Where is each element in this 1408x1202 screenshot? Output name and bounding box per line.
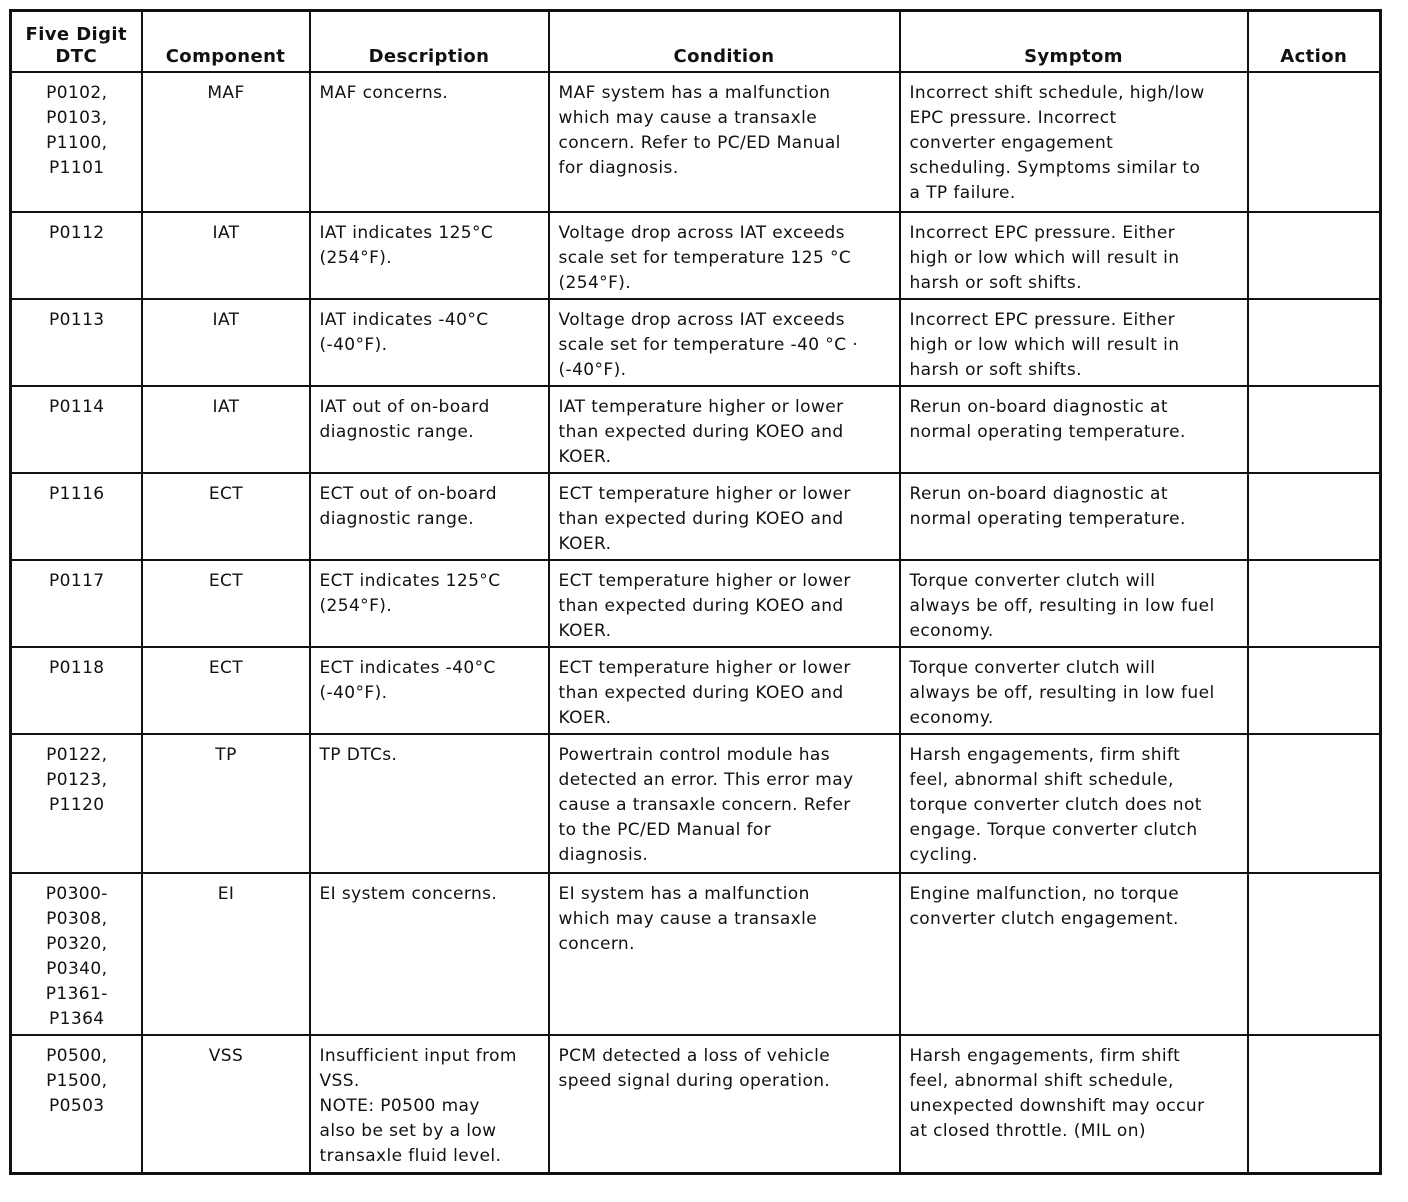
symptom-line: a TP failure. xyxy=(909,183,1016,203)
condition-line: which may cause a transaxle xyxy=(558,909,818,929)
condition-line: KOER. xyxy=(558,708,612,728)
dtc-line: P0123, xyxy=(46,770,108,790)
cell-dtc xyxy=(11,473,142,560)
condition-line: EI system has a malfunction xyxy=(558,884,810,904)
cell-symptom xyxy=(900,72,1248,212)
condition-line: detected an error. This error may xyxy=(558,770,854,790)
dtc-line: P0118 xyxy=(48,658,105,678)
description-line: TP DTCs. xyxy=(319,745,398,765)
dtc-line: P0114 xyxy=(48,397,105,417)
condition-line: Powertrain control module has xyxy=(558,745,830,765)
dtc-line: P0300- xyxy=(45,884,108,904)
condition-line: IAT temperature higher or lower xyxy=(558,397,844,417)
dtc-line: P0503 xyxy=(48,1096,105,1116)
cell-condition xyxy=(549,212,900,299)
condition-line: than expected during KOEO and xyxy=(558,683,844,703)
cell-component: IAT xyxy=(142,386,310,473)
condition-line: ECT temperature higher or lower xyxy=(558,484,851,504)
table-row xyxy=(11,873,1381,1035)
cell-action xyxy=(1248,560,1381,647)
symptom-line: at closed throttle. (MIL on) xyxy=(909,1121,1146,1141)
dtc-table-sheet xyxy=(9,9,1379,1175)
dtc-line: P1361- xyxy=(45,984,108,1004)
symptom-line: harsh or soft shifts. xyxy=(909,273,1082,293)
description-line: IAT indicates 125°C xyxy=(319,223,494,243)
description-line: ECT indicates 125°C xyxy=(319,571,501,591)
cell-description xyxy=(310,473,549,560)
cell-condition xyxy=(549,1035,900,1174)
cell-action xyxy=(1248,473,1381,560)
table-row xyxy=(11,734,1381,873)
dtc-line: P0117 xyxy=(48,571,105,591)
cell-condition xyxy=(549,473,900,560)
description-line: diagnostic range. xyxy=(319,422,475,442)
table-row xyxy=(11,647,1381,734)
condition-line: ECT temperature higher or lower xyxy=(558,571,851,591)
cell-dtc xyxy=(11,647,142,734)
dtc-table xyxy=(9,9,1382,1175)
condition-line: ECT temperature higher or lower xyxy=(558,658,851,678)
description-line: IAT out of on-board xyxy=(319,397,490,417)
description-line: also be set by a low xyxy=(319,1121,497,1141)
header-component: Component xyxy=(142,11,310,73)
symptom-line: torque converter clutch does not xyxy=(909,795,1202,815)
symptom-line: Incorrect EPC pressure. Either xyxy=(909,223,1176,243)
symptom-line: Incorrect shift schedule, high/low xyxy=(909,83,1205,103)
symptom-line: Torque converter clutch will xyxy=(909,571,1156,591)
dtc-line: P0102, xyxy=(46,83,108,103)
description-line: transaxle fluid level. xyxy=(319,1146,502,1166)
header-action: Action xyxy=(1248,11,1381,73)
header-condition: Condition xyxy=(549,11,900,73)
symptom-line: engage. Torque converter clutch xyxy=(909,820,1198,840)
dtc-line: P1120 xyxy=(48,795,105,815)
cell-component: TP xyxy=(142,734,310,873)
header-dtc xyxy=(11,11,142,73)
cell-component: ECT xyxy=(142,647,310,734)
cell-dtc xyxy=(11,212,142,299)
cell-condition xyxy=(549,647,900,734)
symptom-line: Engine malfunction, no torque xyxy=(909,884,1180,904)
symptom-line: Harsh engagements, firm shift xyxy=(909,745,1181,765)
condition-line: scale set for temperature -40 °C · xyxy=(558,335,859,355)
cell-symptom xyxy=(900,212,1248,299)
cell-component: EI xyxy=(142,873,310,1035)
cell-component: IAT xyxy=(142,299,310,386)
symptom-line: cycling. xyxy=(909,845,978,865)
cell-action xyxy=(1248,386,1381,473)
symptom-line: Torque converter clutch will xyxy=(909,658,1156,678)
condition-line: (-40°F). xyxy=(558,360,627,380)
condition-line: concern. Refer to PC/ED Manual xyxy=(558,133,841,153)
table-row xyxy=(11,1035,1381,1174)
header-description: Description xyxy=(310,11,549,73)
cell-condition xyxy=(549,386,900,473)
symptom-line: economy. xyxy=(909,621,994,641)
description-line: ECT out of on-board xyxy=(319,484,497,504)
cell-dtc xyxy=(11,560,142,647)
symptom-line: feel, abnormal shift schedule, xyxy=(909,1071,1174,1091)
cell-symptom xyxy=(900,386,1248,473)
cell-dtc xyxy=(11,299,142,386)
cell-description xyxy=(310,1035,549,1174)
symptom-line: unexpected downshift may occur xyxy=(909,1096,1205,1116)
cell-symptom xyxy=(900,473,1248,560)
condition-line: Voltage drop across IAT exceeds xyxy=(558,310,845,330)
description-line: diagnostic range. xyxy=(319,509,475,529)
cell-symptom xyxy=(900,873,1248,1035)
condition-line: than expected during KOEO and xyxy=(558,422,844,442)
table-row xyxy=(11,386,1381,473)
dtc-line: P0340, xyxy=(46,959,108,979)
header-dtc-line2: DTC xyxy=(55,46,98,67)
description-line: MAF concerns. xyxy=(319,83,449,103)
condition-line: than expected during KOEO and xyxy=(558,509,844,529)
cell-condition xyxy=(549,734,900,873)
cell-symptom xyxy=(900,1035,1248,1174)
cell-component: ECT xyxy=(142,473,310,560)
cell-action xyxy=(1248,734,1381,873)
condition-line: KOER. xyxy=(558,534,612,554)
symptom-line: converter clutch engagement. xyxy=(909,909,1179,929)
symptom-line: feel, abnormal shift schedule, xyxy=(909,770,1174,790)
cell-symptom xyxy=(900,299,1248,386)
cell-description xyxy=(310,386,549,473)
dtc-line: P0112 xyxy=(48,223,105,243)
symptom-line: high or low which will result in xyxy=(909,335,1180,355)
dtc-line: P0320, xyxy=(46,934,108,954)
table-row xyxy=(11,473,1381,560)
symptom-line: Incorrect EPC pressure. Either xyxy=(909,310,1176,330)
condition-line: PCM detected a loss of vehicle xyxy=(558,1046,831,1066)
cell-dtc xyxy=(11,1035,142,1174)
description-line: NOTE: P0500 may xyxy=(319,1096,480,1116)
cell-action xyxy=(1248,1035,1381,1174)
description-line: IAT indicates -40°C xyxy=(319,310,489,330)
header-row xyxy=(11,11,1381,73)
symptom-line: normal operating temperature. xyxy=(909,509,1186,529)
description-line: (-40°F). xyxy=(319,683,388,703)
description-line: ECT indicates -40°C xyxy=(319,658,496,678)
table-row xyxy=(11,560,1381,647)
cell-condition xyxy=(549,873,900,1035)
table-row xyxy=(11,72,1381,212)
dtc-line: P1100, xyxy=(46,133,108,153)
condition-line: which may cause a transaxle xyxy=(558,108,818,128)
cell-action xyxy=(1248,299,1381,386)
symptom-line: high or low which will result in xyxy=(909,248,1180,268)
cell-symptom xyxy=(900,734,1248,873)
cell-component: VSS xyxy=(142,1035,310,1174)
header-symptom: Symptom xyxy=(900,11,1248,73)
symptom-line: converter engagement xyxy=(909,133,1114,153)
symptom-line: Rerun on-board diagnostic at xyxy=(909,397,1168,417)
cell-dtc xyxy=(11,734,142,873)
condition-line: for diagnosis. xyxy=(558,158,679,178)
cell-dtc xyxy=(11,386,142,473)
description-line: EI system concerns. xyxy=(319,884,498,904)
condition-line: to the PC/ED Manual for xyxy=(558,820,772,840)
condition-line: diagnosis. xyxy=(558,845,649,865)
table-row xyxy=(11,299,1381,386)
symptom-line: Harsh engagements, firm shift xyxy=(909,1046,1181,1066)
symptom-line: scheduling. Symptoms similar to xyxy=(909,158,1201,178)
cell-symptom xyxy=(900,560,1248,647)
symptom-line: economy. xyxy=(909,708,994,728)
condition-line: (254°F). xyxy=(558,273,632,293)
cell-dtc xyxy=(11,873,142,1035)
condition-line: than expected during KOEO and xyxy=(558,596,844,616)
cell-description xyxy=(310,212,549,299)
symptom-line: normal operating temperature. xyxy=(909,422,1186,442)
dtc-line: P0308, xyxy=(46,909,108,929)
cell-condition xyxy=(549,560,900,647)
symptom-line: always be off, resulting in low fuel xyxy=(909,683,1215,703)
cell-action xyxy=(1248,72,1381,212)
cell-description xyxy=(310,647,549,734)
description-line: (-40°F). xyxy=(319,335,388,355)
cell-action xyxy=(1248,647,1381,734)
condition-line: speed signal during operation. xyxy=(558,1071,831,1091)
cell-description xyxy=(310,873,549,1035)
cell-component: IAT xyxy=(142,212,310,299)
dtc-line: P1101 xyxy=(48,158,105,178)
cell-component: MAF xyxy=(142,72,310,212)
cell-description xyxy=(310,72,549,212)
symptom-line: EPC pressure. Incorrect xyxy=(909,108,1117,128)
cell-symptom xyxy=(900,647,1248,734)
dtc-table-body xyxy=(11,72,1381,1174)
dtc-line: P0103, xyxy=(46,108,108,128)
condition-line: KOER. xyxy=(558,621,612,641)
condition-line: cause a transaxle concern. Refer xyxy=(558,795,851,815)
dtc-line: P1116 xyxy=(48,484,105,504)
cell-component: ECT xyxy=(142,560,310,647)
table-row xyxy=(11,212,1381,299)
dtc-line: P1364 xyxy=(48,1009,105,1029)
cell-description xyxy=(310,734,549,873)
cell-description xyxy=(310,299,549,386)
description-line: VSS. xyxy=(319,1071,360,1091)
condition-line: Voltage drop across IAT exceeds xyxy=(558,223,845,243)
dtc-line: P0113 xyxy=(48,310,105,330)
dtc-line: P0122, xyxy=(46,745,108,765)
header-dtc-line1: Five Digit xyxy=(25,24,127,45)
dtc-line: P1500, xyxy=(46,1071,108,1091)
cell-dtc xyxy=(11,72,142,212)
condition-line: MAF system has a malfunction xyxy=(558,83,831,103)
cell-condition xyxy=(549,72,900,212)
cell-action xyxy=(1248,212,1381,299)
condition-line: concern. xyxy=(558,934,635,954)
symptom-line: Rerun on-board diagnostic at xyxy=(909,484,1168,504)
dtc-line: P0500, xyxy=(46,1046,108,1066)
condition-line: KOER. xyxy=(558,447,612,467)
condition-line: scale set for temperature 125 °C xyxy=(558,248,852,268)
cell-condition xyxy=(549,299,900,386)
cell-action xyxy=(1248,873,1381,1035)
symptom-line: always be off, resulting in low fuel xyxy=(909,596,1215,616)
symptom-line: harsh or soft shifts. xyxy=(909,360,1082,380)
description-line: (254°F). xyxy=(319,596,393,616)
description-line: Insufficient input from xyxy=(319,1046,517,1066)
cell-description xyxy=(310,560,549,647)
description-line: (254°F). xyxy=(319,248,393,268)
